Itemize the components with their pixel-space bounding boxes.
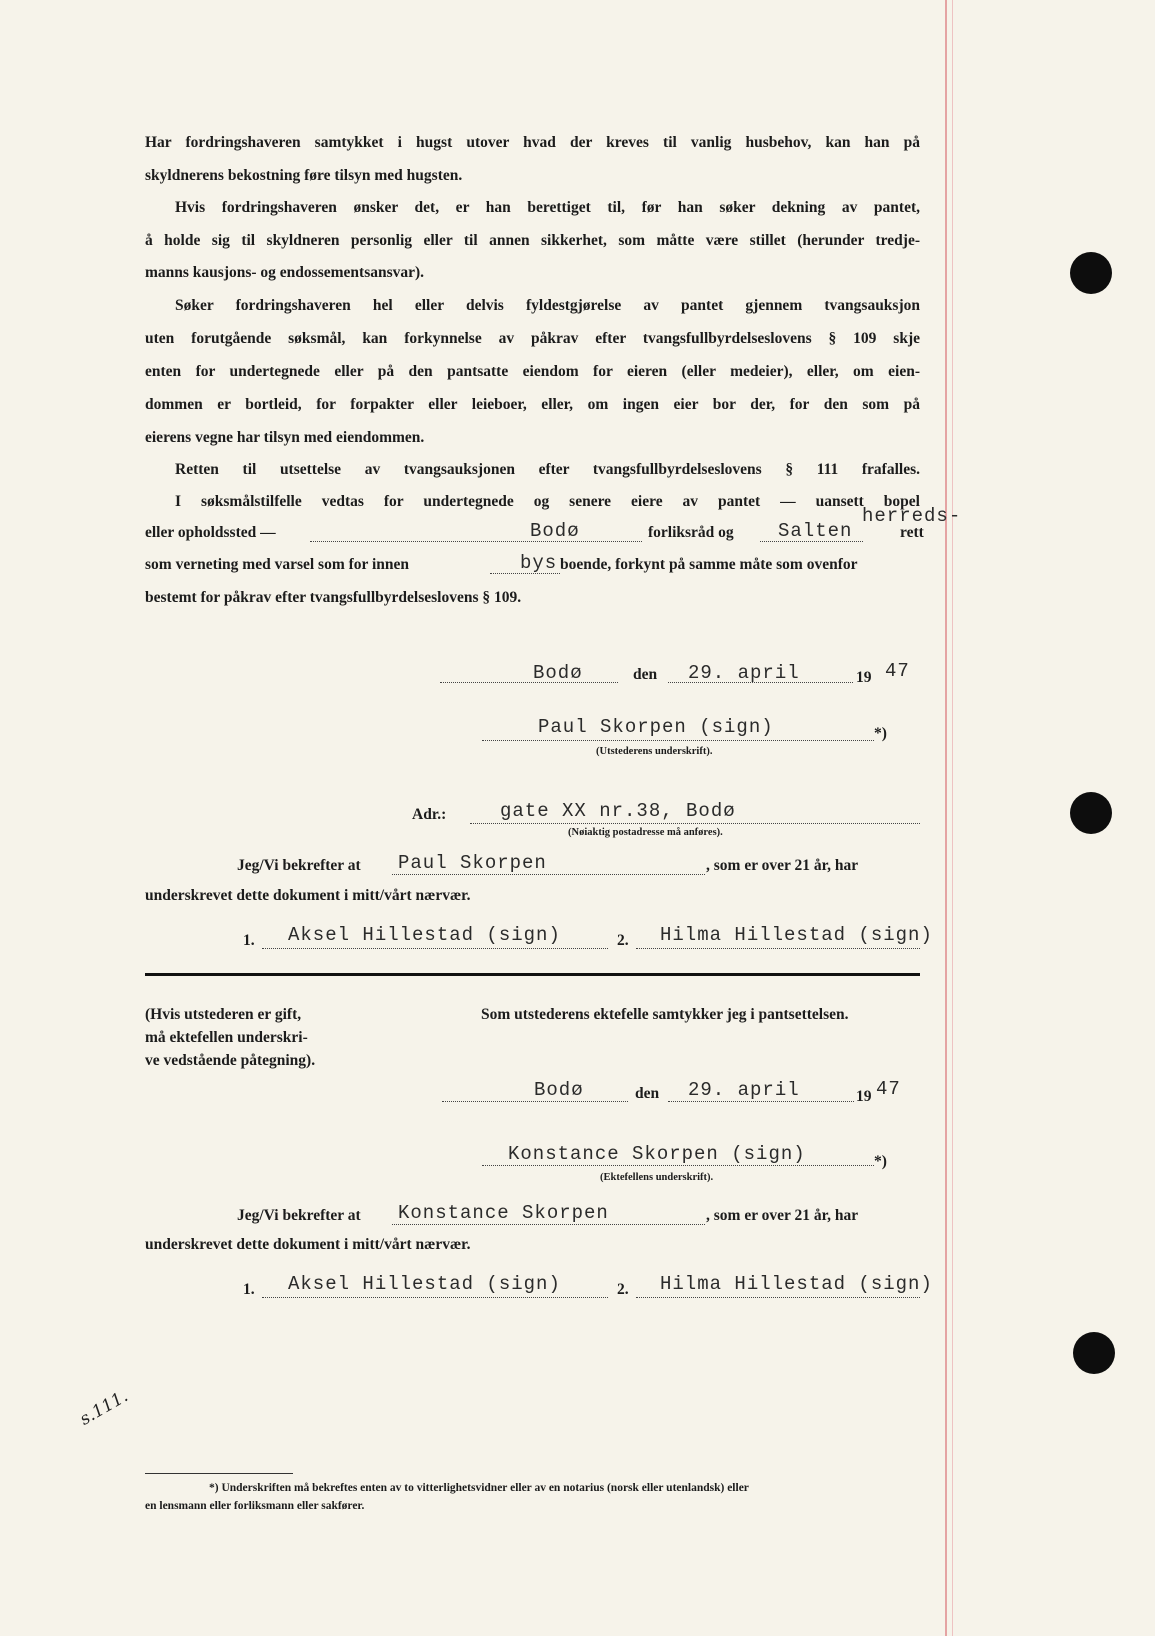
witness1-w2: Hilma Hillestad (sign) [660, 924, 933, 946]
footnote-line: *) Underskriften må bekreftes enten av to vitterlighetsvidner eller av en notarius (norsk eller utenlandsk) eller [209, 1482, 749, 1494]
sig1-year-prefix: 19 [856, 669, 872, 686]
sig2-caption: (Ektefellens underskrift). [600, 1172, 714, 1183]
footnote-rule [145, 1473, 293, 1474]
venue-line2-suffix: boende, forkynt på samme måte som ovenfor [560, 556, 858, 573]
paragraph-line: uten forutgående søksmål, kan forkynnelse av påkrav efter tvangsfullbyrdelseslovens § 109 skje [145, 330, 920, 347]
sig2-year-prefix: 19 [856, 1088, 872, 1105]
margin-note: s.111. [76, 1386, 132, 1430]
address-value: gate XX nr.38, Bodø [500, 800, 736, 822]
witness2-prefix: Jeg/Vi bekrefter at [237, 1207, 361, 1224]
witness2-w1-fill-line [262, 1297, 608, 1298]
paragraph-line: enten for undertegnede eller på den pantsatte eiendom for eieren (eller medeier), eller, om eien- [145, 363, 920, 380]
sig2-den: den [635, 1085, 660, 1102]
witness1-w2-fill-line [636, 948, 920, 949]
sig2-name: Konstance Skorpen (sign) [508, 1143, 806, 1165]
sig2-name-fill-line [482, 1165, 874, 1166]
witness1-line2: underskrevet dette dokument i mitt/vårt nærvær. [145, 887, 471, 904]
witness2-w2: Hilma Hillestad (sign) [660, 1273, 933, 1295]
margin-line-secondary [952, 0, 953, 1636]
punch-hole-bottom [1073, 1332, 1115, 1374]
section-divider [145, 973, 920, 976]
witness2-w1: Aksel Hillestad (sign) [288, 1273, 561, 1295]
witness1-name: Paul Skorpen [398, 852, 547, 874]
paragraph-line: å holde sig til skyldneren personlig eller til annen sikkerhet, som måtte være stillet (herunder tredje- [145, 232, 920, 249]
sig2-year-suffix: 47 [876, 1078, 901, 1100]
witness2-line2: underskrevet dette dokument i mitt/vårt nærvær. [145, 1236, 471, 1253]
sig2-date-fill-line [668, 1101, 854, 1102]
venue-mid: forliksråd og [648, 524, 734, 541]
margin-line [945, 0, 947, 1636]
sig2-date: 29. april [688, 1079, 800, 1101]
sig2-place: Bodø [534, 1079, 584, 1101]
venue-court-kind: herreds- [862, 505, 962, 527]
witness2-fill-line [392, 1224, 705, 1225]
paragraph-line: Retten til utsettelse av tvangsauksjonen efter tvangsfullbyrdelseslovens § 111 frafalles. [175, 461, 920, 478]
witness2-number-2: 2. [617, 1281, 629, 1298]
venue-court: Salten [778, 520, 853, 542]
witness2-suffix: , som er over 21 år, har [706, 1207, 859, 1224]
spouse-note-line: må ektefellen underskri- [145, 1029, 308, 1046]
spouse-consent: Som utstederens ektefelle samtykker jeg i pantsettelsen. [481, 1006, 849, 1023]
witness1-w1: Aksel Hillestad (sign) [288, 924, 561, 946]
venue-city-fill-line [310, 541, 642, 542]
witness1-w1-fill-line [262, 948, 608, 949]
witness1-suffix: , som er over 21 år, har [706, 857, 859, 874]
venue-line3: bestemt for påkrav efter tvangsfullbyrdelseslovens § 109. [145, 589, 522, 606]
witness1-prefix: Jeg/Vi bekrefter at [237, 857, 361, 874]
venue-city: Bodø [530, 520, 580, 542]
footnote-line: en lensmann eller forliksmann eller sakfører. [145, 1500, 365, 1512]
sig1-caption: (Utstederens underskrift). [596, 746, 713, 757]
punch-hole-top [1070, 252, 1112, 294]
sig1-mark: *) [874, 725, 887, 742]
sig1-date: 29. april [688, 662, 800, 684]
witness1-fill-line [392, 874, 705, 875]
venue-line2-prefix: som verneting med varsel som for innen [145, 556, 410, 573]
sig1-place: Bodø [533, 662, 583, 684]
sig1-den: den [633, 666, 658, 683]
paragraph-line: manns kausjons- og endossementsansvar). [145, 264, 425, 281]
witness2-number-1: 1. [243, 1281, 255, 1298]
paragraph-line: Hvis fordringshaveren ønsker det, er han berettiget til, før han søker dekning av pantet, [175, 199, 920, 216]
address-caption: (Nøiaktig postadresse må anføres). [568, 827, 723, 838]
sig2-mark: *) [874, 1153, 887, 1170]
paragraph-line: Søker fordringshaveren hel eller delvis fyldestgjørelse av pantet gjennem tvangsauksjon [175, 297, 920, 314]
address-label: Adr.: [412, 806, 447, 823]
paragraph-line: skyldnerens bekostning føre tilsyn med hugsten. [145, 167, 463, 184]
sig1-year-suffix: 47 [885, 660, 910, 682]
spouse-note-line: ve vedstående påtegning). [145, 1052, 316, 1069]
sig2-place-fill-line [442, 1101, 628, 1102]
witness2-w2-fill-line [636, 1297, 920, 1298]
paragraph-line: Har fordringshaveren samtykket i hugst utover hvad der kreves til vanlig husbehov, kan han på [145, 134, 920, 151]
paragraph-line: eierens vegne har tilsyn med eiendommen. [145, 429, 425, 446]
sig1-name: Paul Skorpen (sign) [538, 716, 774, 738]
witness1-number-2: 2. [617, 932, 629, 949]
witness1-number-1: 1. [243, 932, 255, 949]
venue-by: bys [520, 552, 558, 574]
paragraph-line: dommen er bortleid, for forpakter eller leieboer, eller, om ingen eier bor der, for den som på [145, 396, 920, 413]
sig1-place-fill-line [440, 682, 618, 683]
spouse-note-line: (Hvis utstederen er gift, [145, 1006, 302, 1023]
venue-suffix: rett [900, 524, 924, 541]
sig1-name-fill-line [482, 740, 874, 741]
venue-prefix: eller opholdssted — [145, 524, 276, 541]
address-fill-line [470, 823, 920, 824]
punch-hole-middle [1070, 792, 1112, 834]
paragraph-line: I søksmålstilfelle vedtas for undertegnede og senere eiere av pantet — uansett bopel [175, 493, 920, 510]
witness2-name: Konstance Skorpen [398, 1202, 609, 1224]
